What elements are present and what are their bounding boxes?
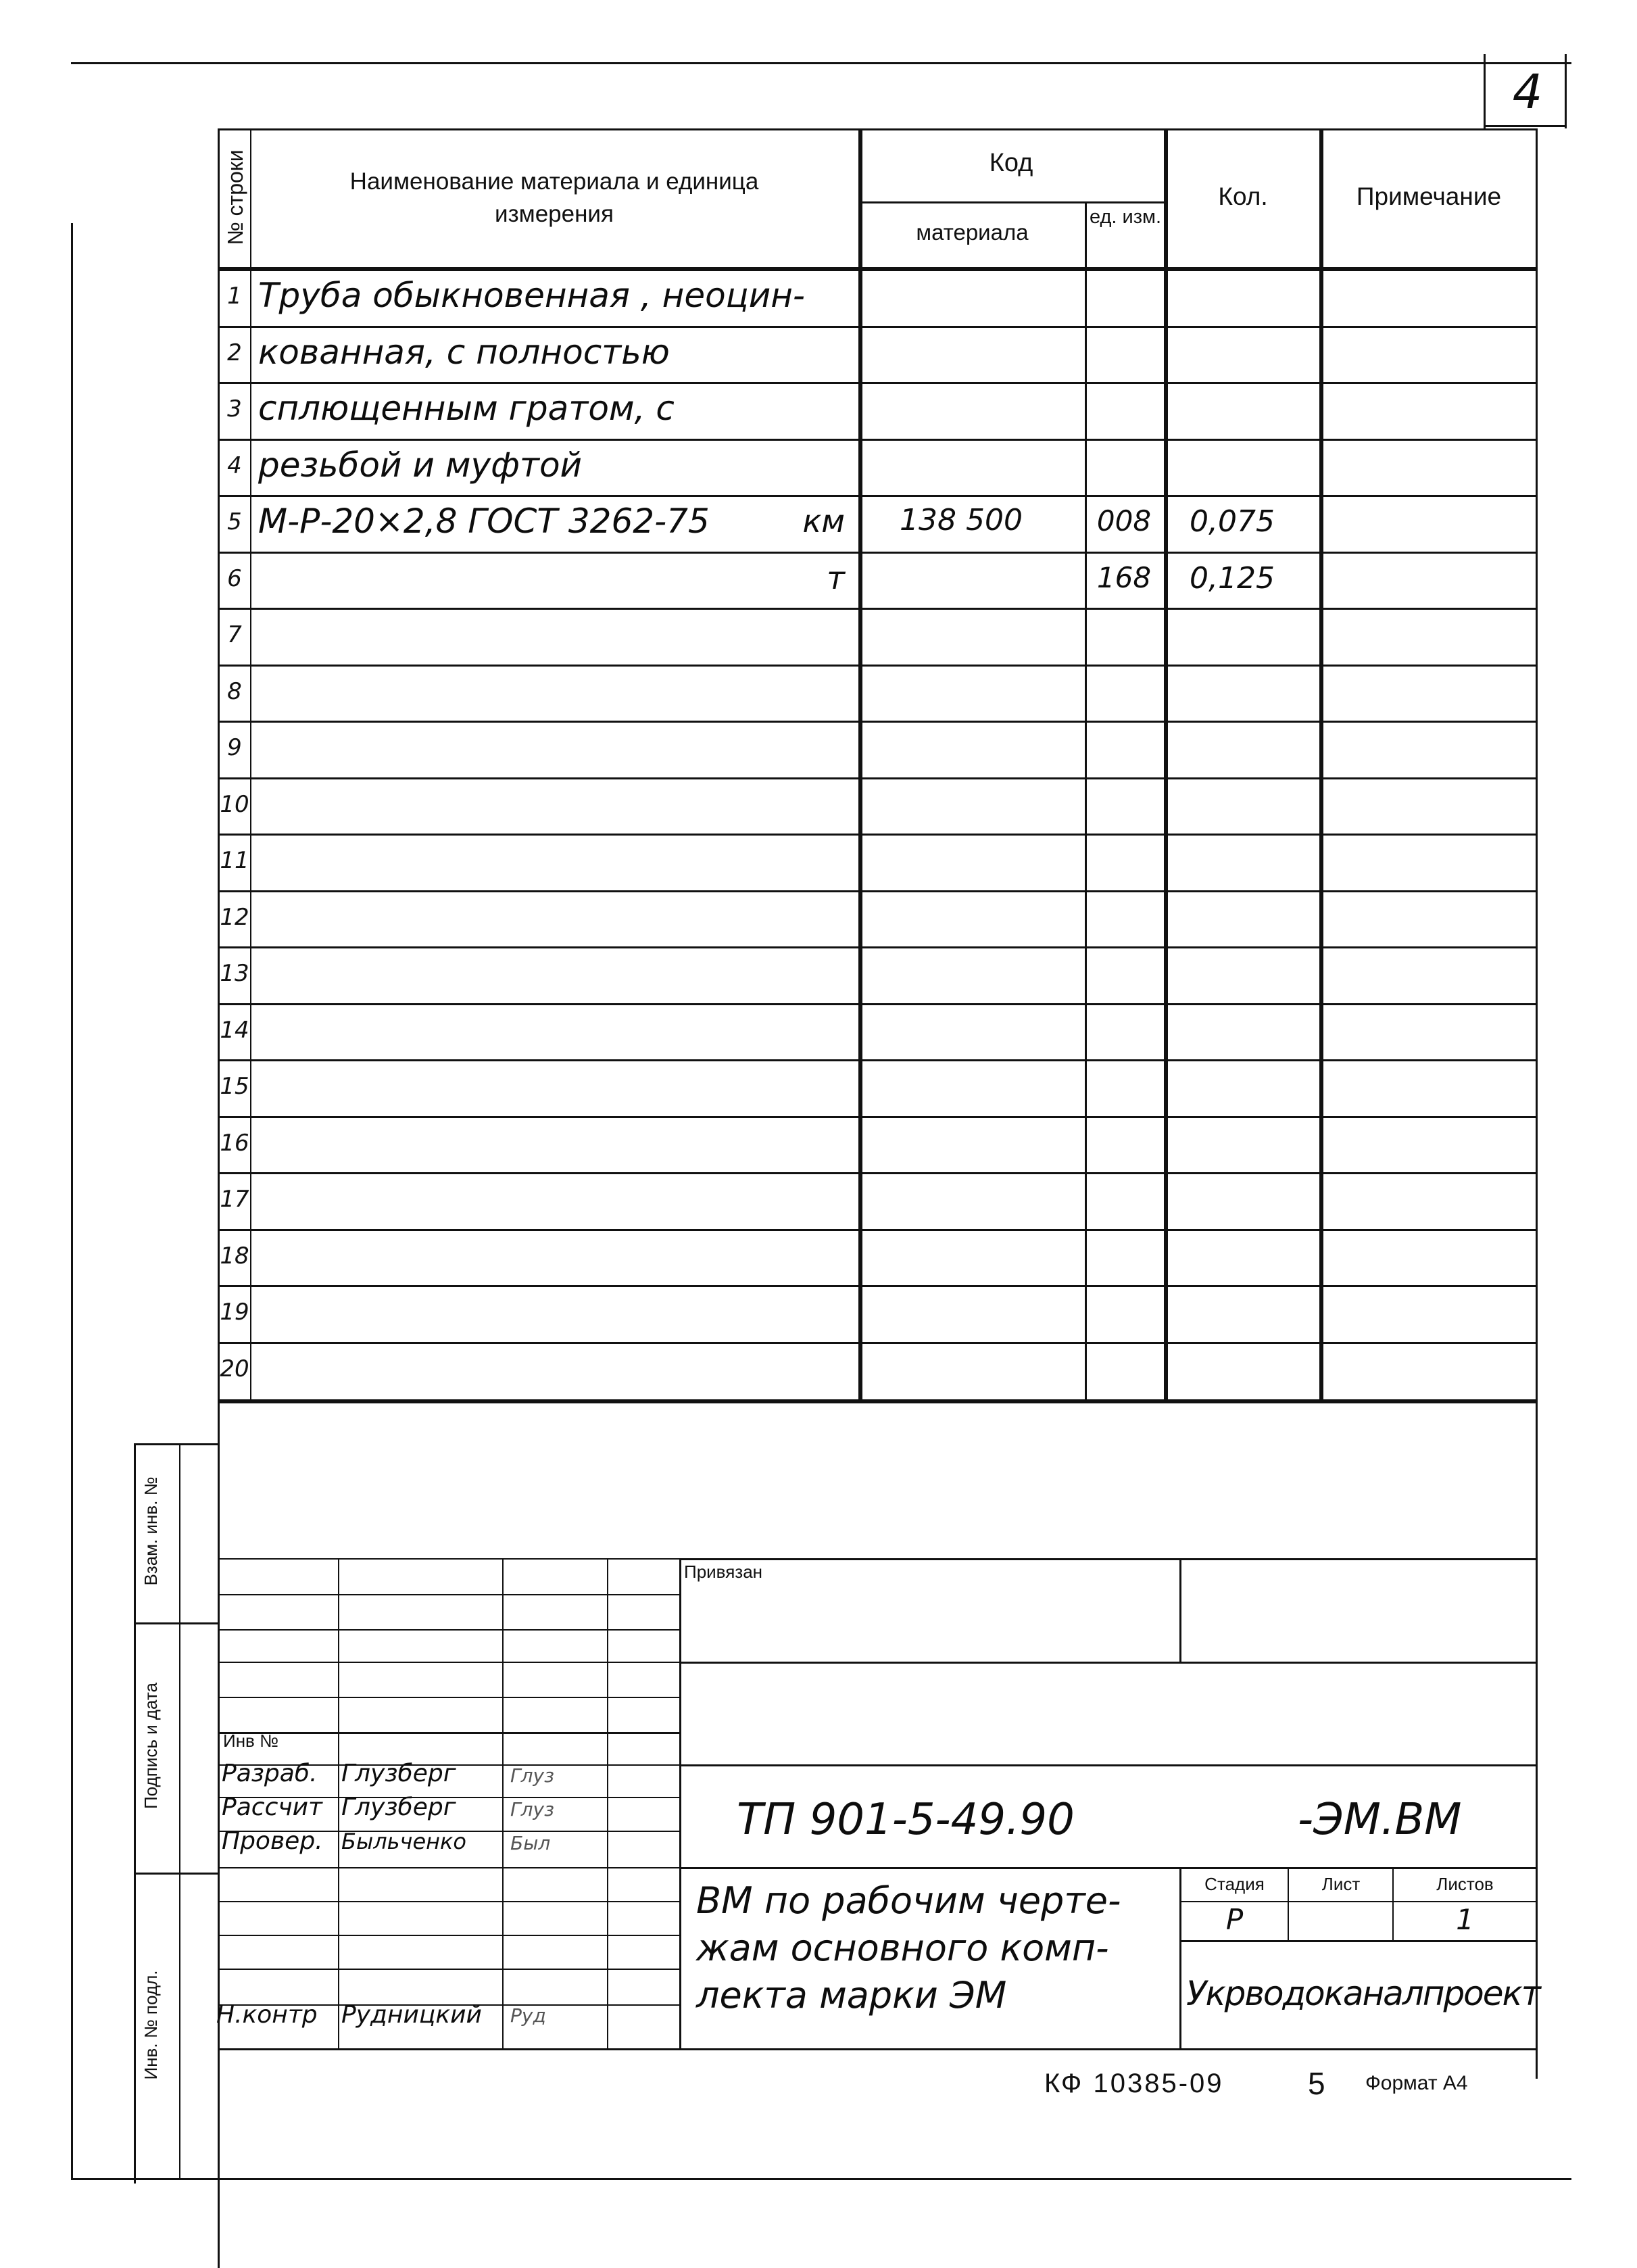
row-number: 14 bbox=[220, 1016, 249, 1044]
tb-stage-bottom-line bbox=[1179, 1940, 1536, 1942]
row-number: 10 bbox=[220, 790, 249, 818]
sheets-label: Листов bbox=[1436, 1874, 1494, 1894]
row-unit: т bbox=[827, 559, 845, 596]
row-number: 7 bbox=[227, 621, 242, 648]
row-name: М-Р-20×2,8 ГОСТ 3262-75 bbox=[258, 502, 710, 541]
footer-copy-no: 5 bbox=[1308, 2066, 1325, 2101]
name-razrab: Глузберг bbox=[341, 1760, 456, 1787]
row-qty: 0,075 bbox=[1190, 504, 1275, 539]
title-line-1: ВМ по рабочим черте- bbox=[696, 1879, 1121, 1922]
name-prover: Быльченко bbox=[341, 1829, 466, 1854]
col-line-name bbox=[858, 128, 862, 1399]
row-divider bbox=[218, 382, 1536, 384]
tb-left-line-13 bbox=[218, 1969, 679, 1970]
row-divider bbox=[218, 946, 1536, 948]
tb-left-line-5 bbox=[218, 1697, 679, 1698]
tb-bottom-line bbox=[218, 2048, 1536, 2050]
tb-stage-col-2 bbox=[1392, 1867, 1394, 1940]
row-number: 15 bbox=[220, 1073, 249, 1100]
row-unit-code: 008 bbox=[1096, 504, 1152, 537]
tb-line-privyazan-bottom bbox=[679, 1662, 1536, 1664]
sheet-number: 4 bbox=[1512, 64, 1543, 120]
stamp-vzam: Взам. инв. № bbox=[141, 1476, 161, 1586]
row-divider bbox=[218, 1003, 1536, 1005]
mark: -ЭМ.ВМ bbox=[1298, 1795, 1462, 1845]
header-unit-code: ед. изм. bbox=[1089, 206, 1162, 228]
stamp-inv-podl: Инв. № подл. bbox=[141, 1970, 161, 2080]
header-bottom-line bbox=[218, 267, 1536, 271]
stamp-podpis: Подпись и дата bbox=[141, 1683, 161, 1810]
row-number: 5 bbox=[227, 508, 242, 535]
row-number: 1 bbox=[227, 283, 242, 310]
top-border bbox=[71, 62, 1571, 64]
left-border bbox=[71, 223, 73, 2180]
col-line-no bbox=[250, 128, 251, 1399]
row-number: 16 bbox=[220, 1129, 249, 1157]
sheet-box-left bbox=[1484, 54, 1486, 128]
name-nkontr: Рудницкий bbox=[341, 2001, 482, 2029]
header-row-no: № строки bbox=[223, 149, 247, 245]
row-number: 9 bbox=[227, 734, 242, 761]
header-name: Наименование материала и единица измерения bbox=[349, 168, 759, 227]
tb-left-line-6 bbox=[218, 1732, 679, 1734]
row-divider bbox=[218, 1342, 1536, 1344]
role-rasschit: Рассчит bbox=[222, 1793, 322, 1821]
row-divider bbox=[218, 326, 1536, 328]
row-number: 3 bbox=[227, 395, 242, 423]
header-note: Примечание bbox=[1356, 183, 1502, 210]
row-unit-code: 168 bbox=[1096, 560, 1152, 594]
bottom-border bbox=[71, 2178, 1571, 2180]
tb-privyazan-divider bbox=[1179, 1558, 1181, 1662]
row-number: 20 bbox=[220, 1355, 249, 1382]
sign-rasschit: Глуз bbox=[510, 1798, 554, 1820]
role-razrab: Разраб. bbox=[222, 1760, 318, 1787]
row-divider bbox=[218, 721, 1536, 723]
tb-line-privyazan-top bbox=[679, 1558, 1536, 1560]
tb-col-4 bbox=[679, 1558, 681, 2048]
row-divider bbox=[218, 608, 1536, 610]
row-divider bbox=[218, 1172, 1536, 1174]
organization: Укрводоканалпроект bbox=[1186, 1974, 1540, 2013]
frame-top bbox=[218, 128, 1536, 130]
row-divider bbox=[218, 1116, 1536, 1118]
footer-format: Формат А4 bbox=[1365, 2072, 1468, 2094]
stamp-left bbox=[134, 1443, 136, 2183]
table-bottom-line bbox=[218, 1399, 1536, 1403]
stamp-mid bbox=[179, 1443, 180, 2180]
sheet-label: Лист bbox=[1321, 1874, 1361, 1894]
privyazan-label: Привязан bbox=[684, 1562, 763, 1582]
col-line-unit bbox=[1164, 128, 1168, 1399]
row-divider bbox=[218, 1229, 1536, 1231]
tb-left-line-2 bbox=[218, 1594, 679, 1595]
name-rasschit: Глузберг bbox=[341, 1793, 456, 1821]
tb-stage-col-1 bbox=[1288, 1867, 1289, 1940]
stage-value: Р bbox=[1225, 1903, 1244, 1936]
footer-code: КФ 10385-09 bbox=[1044, 2069, 1224, 2098]
row-name: сплющенным гратом, с bbox=[258, 389, 675, 428]
tb-col-2 bbox=[502, 1558, 504, 2048]
row-divider bbox=[218, 1059, 1536, 1061]
row-name: Труба обыкновенная , неоцин- bbox=[258, 276, 805, 315]
row-number: 8 bbox=[227, 677, 242, 705]
title-line-2: жам основного комп- bbox=[696, 1927, 1109, 1969]
sheet-box-bottom bbox=[1484, 125, 1567, 127]
header-qty: Кол. bbox=[1218, 183, 1268, 210]
designation: ТП 901-5-49.90 bbox=[737, 1795, 1075, 1845]
row-number: 2 bbox=[227, 339, 242, 366]
code-subheader-line bbox=[858, 201, 1164, 203]
col-line-qty bbox=[1319, 128, 1323, 1399]
role-prover: Провер. bbox=[222, 1827, 323, 1855]
row-number: 13 bbox=[220, 960, 249, 987]
row-qty: 0,125 bbox=[1190, 560, 1275, 596]
header-material-code: материала bbox=[916, 220, 1029, 245]
row-number: 17 bbox=[220, 1186, 249, 1213]
row-number: 12 bbox=[220, 903, 249, 931]
sign-razrab: Глуз bbox=[510, 1764, 554, 1787]
row-number: 6 bbox=[227, 564, 242, 592]
row-number: 4 bbox=[227, 452, 242, 479]
tb-col-1 bbox=[338, 1558, 339, 2048]
row-number: 19 bbox=[220, 1299, 249, 1326]
tb-left-line-10 bbox=[218, 1867, 679, 1868]
role-nkontr: Н.контр bbox=[216, 2001, 318, 2029]
tb-left-line-11 bbox=[218, 1901, 679, 1902]
tb-line-designation-bottom bbox=[679, 1867, 1536, 1869]
header-code: Код bbox=[989, 149, 1033, 177]
row-divider bbox=[218, 665, 1536, 667]
row-divider bbox=[218, 1285, 1536, 1287]
row-divider bbox=[218, 777, 1536, 779]
sign-nkontr: Руд bbox=[510, 2004, 546, 2027]
row-material-code: 138 500 bbox=[900, 503, 1023, 537]
row-unit: км bbox=[802, 503, 845, 539]
tb-left-line-3 bbox=[218, 1629, 679, 1631]
row-name: кованная, с полностью bbox=[258, 332, 670, 372]
tb-stage-header-line bbox=[1179, 1901, 1536, 1902]
tb-line-designation-top bbox=[679, 1764, 1536, 1766]
sheets-value: 1 bbox=[1456, 1903, 1474, 1936]
row-divider bbox=[218, 439, 1536, 441]
sign-prover: Был bbox=[510, 1832, 551, 1854]
row-divider bbox=[218, 552, 1536, 554]
tb-col-3 bbox=[607, 1558, 608, 2048]
row-number: 11 bbox=[220, 847, 249, 874]
tb-left-line-4 bbox=[218, 1662, 679, 1663]
tb-left-line-1 bbox=[218, 1558, 679, 1560]
inv-no-label: Инв № bbox=[223, 1731, 278, 1751]
row-name: резьбой и муфтой bbox=[258, 445, 583, 485]
row-divider bbox=[218, 834, 1536, 836]
tb-left-line-12 bbox=[218, 1935, 679, 1936]
row-divider bbox=[218, 890, 1536, 892]
sheet-box-right bbox=[1565, 54, 1567, 128]
row-number: 18 bbox=[220, 1242, 249, 1270]
title-line-3: лекта марки ЭМ bbox=[696, 1974, 1007, 2017]
row-divider bbox=[218, 495, 1536, 497]
stage-label: Стадия bbox=[1204, 1874, 1265, 1894]
title-right bbox=[1536, 1399, 1538, 2048]
